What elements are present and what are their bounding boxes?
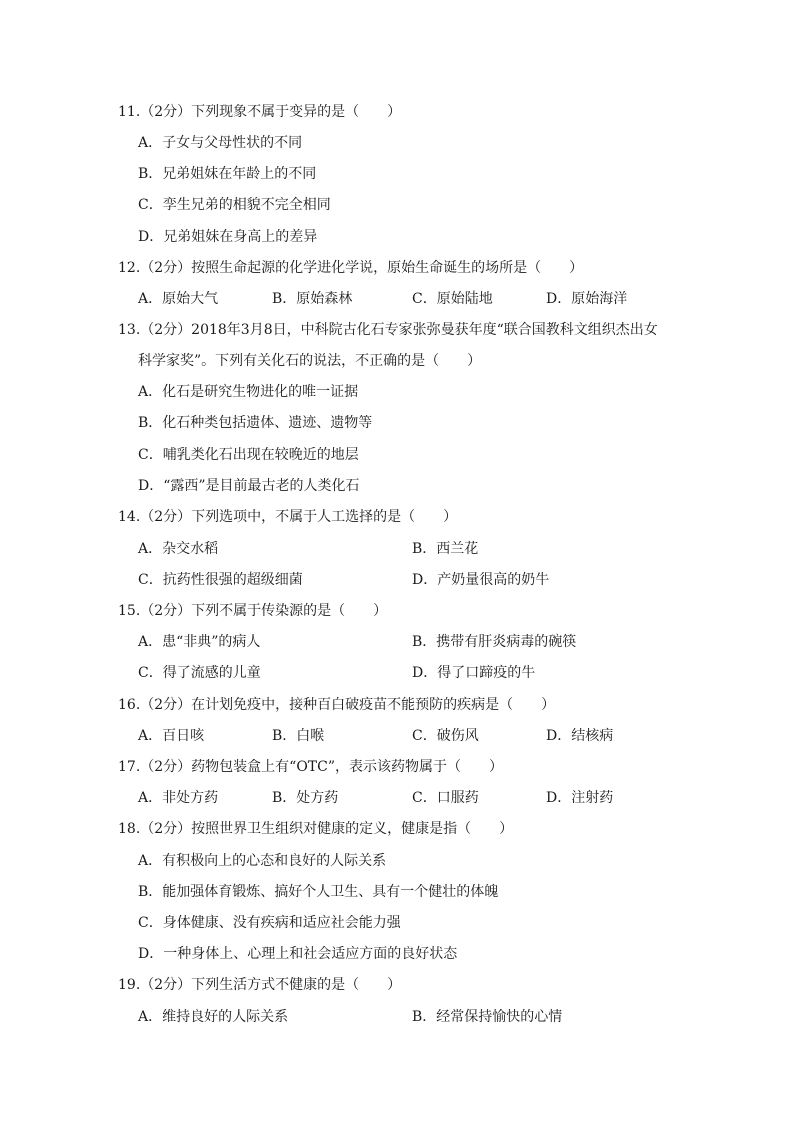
question-14-option-d: D．产奶量很高的奶牛 [412,572,550,588]
question-18-option-a: A．有积极向上的心态和良好的人际关系 [138,853,387,869]
question-14-option-c: C．抗药性很强的超级细菌 [138,572,303,588]
question-19-option-a: A．维持良好的人际关系 [138,1009,289,1025]
question-11-stem: 11.（2分）下列现象不属于变异的是（ ） [118,104,402,120]
question-18-option-c: C．身体健康、没有疾病和适应社会能力强 [138,915,401,931]
question-14-option-a: A．杂交水稻 [138,541,219,557]
question-18-option-d: D．一种身体上、心理上和社会适应方面的良好状态 [138,946,458,962]
question-13-stem: 13.（2分）2018年3月8日，中科院古化石专家张弥曼获年度“联合国教科文组织杰出女 [118,322,658,338]
question-12-option-c: C．原始陆地 [412,291,493,307]
question-18-option-b: B．能加强体育锻炼、搞好个人卫生、具有一个健壮的体魄 [138,884,499,900]
question-11-option-a: A．子女与父母性状的不同 [138,135,303,151]
question-16-stem: 16.（2分）在计划免疫中，接种百白破疫苗不能预防的疾病是（ ） [118,697,556,713]
question-12-option-a: A．原始大气 [138,291,219,307]
question-11-option-d: D．兄弟姐妹在身高上的差异 [138,229,318,245]
question-16-option-b: B．白喉 [272,728,325,744]
question-17-stem: 17.（2分）药物包装盒上有“OTC”，表示该药物属于（ ） [118,759,504,775]
question-13-option-c: C．哺乳类化石出现在较晚近的地层 [138,447,359,463]
question-15-option-c: C．得了流感的儿童 [138,665,261,681]
question-17-option-d: D．注射药 [546,790,614,806]
question-11-option-c: C．孪生兄弟的相貌不完全相同 [138,197,331,213]
question-12-stem: 12.（2分）按照生命起源的化学进化学说，原始生命诞生的场所是（ ） [118,260,584,276]
question-19-stem: 19.（2分）下列生活方式不健康的是（ ） [118,977,402,993]
question-16-option-d: D．结核病 [546,728,614,744]
question-14-stem: 14.（2分）下列选项中，不属于人工选择的是（ ） [118,509,458,525]
question-16-option-a: A．百日咳 [138,728,205,744]
question-15-option-a: A．患“非典”的病人 [138,634,261,650]
question-13-option-a: A．化石是研究生物进化的唯一证据 [138,384,359,400]
question-19-option-b: B．经常保持愉快的心情 [412,1009,563,1025]
question-15-option-b: B．携带有肝炎病毒的碗筷 [412,634,577,650]
question-15-stem: 15.（2分）下列不属于传染源的是（ ） [118,603,388,619]
question-14-option-b: B．西兰花 [412,541,479,557]
question-11-option-b: B．兄弟姐妹在年龄上的不同 [138,166,317,182]
question-18-stem: 18.（2分）按照世界卫生组织对健康的定义，健康是指（ ） [118,821,514,837]
question-17-option-b: B．处方药 [272,790,339,806]
question-17-option-a: A．非处方药 [138,790,219,806]
question-13-option-b: B．化石种类包括遗体、遗迹、遗物等 [138,415,373,431]
question-16-option-c: C．破伤风 [412,728,479,744]
question-17-option-c: C．口服药 [412,790,479,806]
question-12-option-d: D．原始海洋 [546,291,628,307]
question-13-stem-continued: 科学家奖”。下列有关化石的说法，不正确的是（ ） [138,353,482,369]
question-15-option-d: D．得了口蹄疫的牛 [412,665,536,681]
question-13-option-d: D．“露西”是目前最古老的人类化石 [138,478,360,494]
question-12-option-b: B．原始森林 [272,291,353,307]
